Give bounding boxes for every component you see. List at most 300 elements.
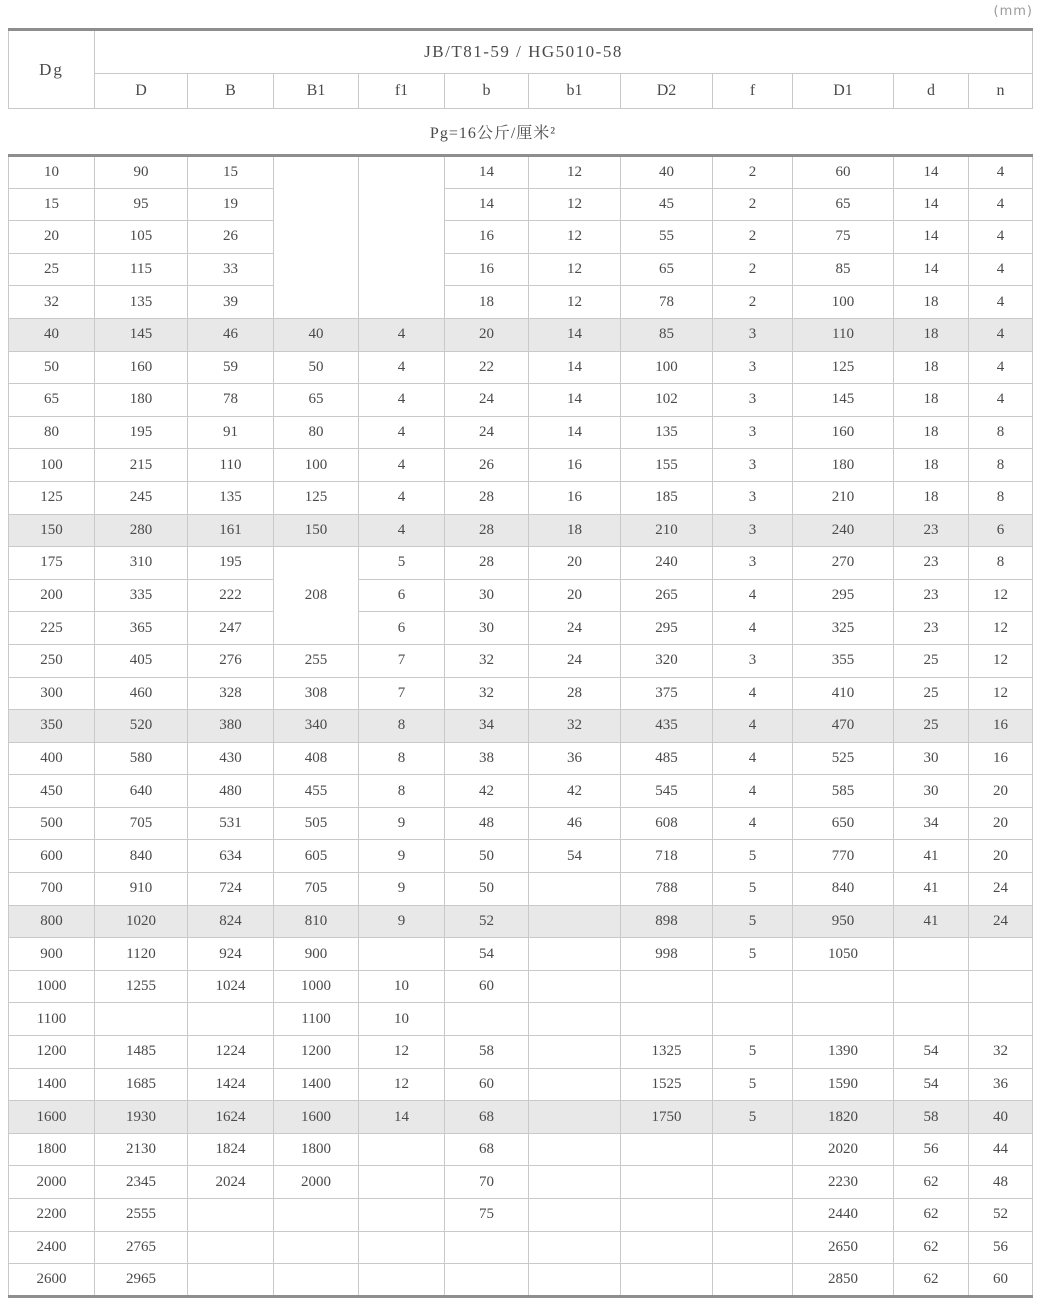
table-cell: 770 [793,840,894,873]
table-cell: 58 [445,1036,529,1069]
table-row-dg-1000 [9,970,1033,1003]
table-cell: 2 [713,221,793,254]
table-cell: 222 [188,579,274,612]
table-cell: 60 [793,156,894,189]
table-cell: 210 [793,481,894,514]
table-cell: 247 [188,612,274,645]
table-cell: 1824 [188,1133,274,1166]
table-cell [713,1199,793,1232]
table-cell: 3 [713,449,793,482]
table-cell: 1325 [621,1036,713,1069]
table-cell: 12 [529,188,621,221]
table-cell: 42 [445,775,529,808]
table-cell: 105 [95,221,188,254]
table-row-dg-300 [9,677,1033,710]
table-cell: 30 [445,579,529,612]
table-cell: 2000 [274,1166,359,1199]
table-cell: 60 [445,1068,529,1101]
table-cell: 32 [445,644,529,677]
table-cell: 435 [621,710,713,743]
row-header-dg: 32 [9,286,95,319]
table-cell: 18 [894,384,969,417]
table-cell: 102 [621,384,713,417]
table-cell: 1024 [188,970,274,1003]
row-header-dg: 65 [9,384,95,417]
pressure-rating-row [9,109,1033,156]
table-cell: 900 [274,938,359,971]
table-cell: 32 [529,710,621,743]
table-cell: 1800 [274,1133,359,1166]
table-cell: 405 [95,644,188,677]
table-cell: 135 [95,286,188,319]
row-header-dg: 15 [9,188,95,221]
table-cell: 180 [95,384,188,417]
table-row-dg-100 [9,449,1033,482]
table-cell [529,1199,621,1232]
table-cell: 2440 [793,1199,894,1232]
column-header-n: n [969,74,1033,109]
table-cell: 24 [445,416,529,449]
table-cell: 824 [188,905,274,938]
table-row-dg-1200 [9,1036,1033,1069]
table-row-dg-700 [9,873,1033,906]
row-header-dg: 175 [9,547,95,580]
table-row-dg-2200 [9,1199,1033,1232]
table-cell: 634 [188,840,274,873]
table-row-dg-600 [9,840,1033,873]
table-cell: 22 [445,351,529,384]
table-cell: 78 [188,384,274,417]
row-header-dg: 250 [9,644,95,677]
table-cell: 42 [529,775,621,808]
table-cell: 8 [969,481,1033,514]
table-cell: 59 [188,351,274,384]
table-cell: 34 [445,710,529,743]
table-cell: 8 [359,742,445,775]
table-cell: 30 [894,775,969,808]
table-cell: 460 [95,677,188,710]
table-cell: 14 [894,156,969,189]
table-cell: 195 [95,416,188,449]
table-row-dg-20 [9,221,1033,254]
table-cell: 20 [969,807,1033,840]
table-cell: 135 [188,481,274,514]
table-cell: 56 [969,1231,1033,1264]
table-cell: 1820 [793,1101,894,1134]
table-cell [621,1199,713,1232]
column-header-d2: D2 [621,74,713,109]
table-cell: 110 [793,318,894,351]
table-cell: 4 [713,579,793,612]
table-cell [445,1231,529,1264]
table-cell: 50 [445,873,529,906]
table-cell: 24 [445,384,529,417]
table-cell: 1624 [188,1101,274,1134]
table-cell: 280 [95,514,188,547]
table-cell: 4 [713,807,793,840]
table-cell [359,156,445,319]
table-cell: 276 [188,644,274,677]
table-cell: 4 [359,481,445,514]
table-cell [188,1003,274,1036]
table-cell: 36 [969,1068,1033,1101]
table-cell: 95 [95,188,188,221]
table-cell: 4 [969,286,1033,319]
table-cell: 16 [969,710,1033,743]
table-cell: 48 [969,1166,1033,1199]
table-cell: 16 [529,449,621,482]
table-cell: 100 [621,351,713,384]
column-header-d: d [894,74,969,109]
column-header-b: b [445,74,529,109]
table-cell: 12 [969,644,1033,677]
table-cell: 23 [894,547,969,580]
table-cell: 4 [969,221,1033,254]
table-cell: 5 [713,840,793,873]
table-cell: 24 [969,873,1033,906]
table-cell: 25 [894,677,969,710]
table-cell: 55 [621,221,713,254]
table-cell: 1200 [274,1036,359,1069]
table-row-dg-225 [9,612,1033,645]
table-cell: 41 [894,905,969,938]
table-cell: 9 [359,807,445,840]
table-cell [621,1003,713,1036]
table-cell: 85 [621,318,713,351]
table-cell: 14 [894,253,969,286]
table-cell [529,1166,621,1199]
table-cell: 9 [359,873,445,906]
table-cell: 150 [274,514,359,547]
table-cell: 355 [793,644,894,677]
table-cell: 155 [621,449,713,482]
table-cell: 2130 [95,1133,188,1166]
table-cell: 308 [274,677,359,710]
table-cell: 295 [793,579,894,612]
table-cell: 310 [95,547,188,580]
table-cell: 25 [894,710,969,743]
standard-group-header: JB/T81-59 / HG5010-58 [95,30,1033,74]
table-cell: 335 [95,579,188,612]
column-header-b: B [188,74,274,109]
table-row-dg-50 [9,351,1033,384]
table-cell: 16 [529,481,621,514]
table-cell: 70 [445,1166,529,1199]
pressure-rating-subheader: Pg=16公斤/厘米² [9,109,1033,156]
table-cell: 810 [274,905,359,938]
table-cell: 480 [188,775,274,808]
table-cell: 12 [359,1036,445,1069]
table-cell: 160 [95,351,188,384]
table-cell: 56 [894,1133,969,1166]
row-header-dg: 1000 [9,970,95,1003]
table-cell: 4 [359,384,445,417]
table-cell: 5 [713,873,793,906]
table-cell: 23 [894,612,969,645]
row-header-dg: 800 [9,905,95,938]
table-cell: 110 [188,449,274,482]
table-cell [274,1199,359,1232]
table-row-dg-125 [9,481,1033,514]
table-cell: 68 [445,1101,529,1134]
table-cell: 18 [894,416,969,449]
table-cell: 470 [793,710,894,743]
table-cell: 75 [445,1199,529,1232]
table-cell: 4 [969,318,1033,351]
table-cell: 2020 [793,1133,894,1166]
table-cell: 4 [713,612,793,645]
table-cell: 15 [188,156,274,189]
table-cell: 20 [969,840,1033,873]
row-header-dg: 900 [9,938,95,971]
table-cell: 1100 [274,1003,359,1036]
table-cell: 3 [713,547,793,580]
table-cell [621,970,713,1003]
table-cell [359,1166,445,1199]
table-cell: 2 [713,286,793,319]
table-cell: 7 [359,677,445,710]
table-cell: 4 [969,384,1033,417]
table-cell [274,1231,359,1264]
table-cell: 12 [359,1068,445,1101]
table-cell: 4 [359,416,445,449]
flange-dimensions-table [8,28,1033,1298]
table-cell: 2850 [793,1264,894,1297]
table-cell: 40 [274,318,359,351]
table-cell: 60 [969,1264,1033,1297]
table-cell: 240 [793,514,894,547]
table-cell [359,1133,445,1166]
table-cell: 12 [969,579,1033,612]
table-cell: 8 [359,710,445,743]
table-row-dg-175 [9,547,1033,580]
table-cell: 210 [621,514,713,547]
table-cell: 50 [445,840,529,873]
table-cell: 408 [274,742,359,775]
table-cell: 505 [274,807,359,840]
table-cell: 14 [445,188,529,221]
table-row-dg-1600 [9,1101,1033,1134]
table-cell: 898 [621,905,713,938]
table-cell: 2024 [188,1166,274,1199]
table-cell [529,1264,621,1297]
table-row-dg-250 [9,644,1033,677]
table-cell: 375 [621,677,713,710]
column-header-dg: Dg [9,30,95,109]
table-cell: 4 [969,253,1033,286]
table-cell: 18 [894,318,969,351]
table-cell: 1525 [621,1068,713,1101]
table-row-dg-15 [9,188,1033,221]
column-header-b1: b1 [529,74,621,109]
table-cell: 40 [621,156,713,189]
column-header-f1: f1 [359,74,445,109]
table-cell [529,938,621,971]
table-cell [713,970,793,1003]
row-header-dg: 500 [9,807,95,840]
table-cell: 14 [359,1101,445,1134]
table-cell: 255 [274,644,359,677]
table-cell: 328 [188,677,274,710]
table-cell: 6 [359,612,445,645]
table-cell: 2555 [95,1199,188,1232]
table-cell: 58 [894,1101,969,1134]
table-row-dg-2600 [9,1264,1033,1297]
table-cell: 9 [359,840,445,873]
table-cell: 580 [95,742,188,775]
table-cell: 2650 [793,1231,894,1264]
table-cell: 16 [969,742,1033,775]
table-cell: 4 [969,156,1033,189]
table-cell: 91 [188,416,274,449]
table-cell: 1590 [793,1068,894,1101]
column-headers-row [9,74,1033,109]
table-row-dg-1800 [9,1133,1033,1166]
table-cell: 525 [793,742,894,775]
table-cell: 5 [713,938,793,971]
table-cell: 3 [713,514,793,547]
table-row-dg-1400 [9,1068,1033,1101]
table-row-dg-800 [9,905,1033,938]
row-header-dg: 40 [9,318,95,351]
table-cell: 3 [713,384,793,417]
table-cell: 161 [188,514,274,547]
table-cell [713,1133,793,1166]
table-cell [713,1003,793,1036]
table-cell: 14 [529,351,621,384]
table-cell: 145 [95,318,188,351]
table-cell: 1255 [95,970,188,1003]
row-header-dg: 1100 [9,1003,95,1036]
table-cell: 520 [95,710,188,743]
table-cell: 7 [359,644,445,677]
table-cell: 52 [969,1199,1033,1232]
table-row-dg-900 [9,938,1033,971]
table-cell [188,1231,274,1264]
table-cell: 26 [188,221,274,254]
table-cell: 39 [188,286,274,319]
table-cell: 32 [969,1036,1033,1069]
table-cell [529,1068,621,1101]
table-cell: 10 [359,1003,445,1036]
table-cell: 325 [793,612,894,645]
table-cell: 80 [274,416,359,449]
table-cell [529,1133,621,1166]
row-header-dg: 1600 [9,1101,95,1134]
table-row-dg-150 [9,514,1033,547]
table-cell: 1600 [274,1101,359,1134]
table-cell: 705 [274,873,359,906]
table-cell [793,1003,894,1036]
table-cell: 340 [274,710,359,743]
table-cell: 3 [713,351,793,384]
table-cell: 2965 [95,1264,188,1297]
table-cell [894,970,969,1003]
table-cell: 20 [445,318,529,351]
table-cell [621,1264,713,1297]
table-cell: 24 [529,644,621,677]
row-header-dg: 300 [9,677,95,710]
table-cell: 50 [274,351,359,384]
table-cell [188,1199,274,1232]
table-cell: 12 [529,286,621,319]
table-cell: 3 [713,416,793,449]
table-cell: 1424 [188,1068,274,1101]
table-header [9,30,1033,109]
table-cell [793,970,894,1003]
table-cell: 34 [894,807,969,840]
table-cell: 48 [445,807,529,840]
table-cell: 18 [894,286,969,319]
table-cell: 788 [621,873,713,906]
table-row-dg-450 [9,775,1033,808]
table-cell: 14 [894,188,969,221]
table-cell: 650 [793,807,894,840]
table-cell: 24 [969,905,1033,938]
table-cell: 3 [713,644,793,677]
table-cell: 125 [793,351,894,384]
table-row-dg-2400 [9,1231,1033,1264]
table-cell: 1485 [95,1036,188,1069]
table-row-dg-80 [9,416,1033,449]
column-header-b1: B1 [274,74,359,109]
table-cell: 33 [188,253,274,286]
table-cell: 4 [713,775,793,808]
table-cell: 608 [621,807,713,840]
table-cell: 41 [894,873,969,906]
table-cell: 135 [621,416,713,449]
table-cell [621,1133,713,1166]
table-cell: 28 [529,677,621,710]
table-cell: 45 [621,188,713,221]
table-cell: 1390 [793,1036,894,1069]
table-cell: 265 [621,579,713,612]
table-cell: 3 [713,318,793,351]
table-cell: 6 [359,579,445,612]
table-row-dg-350 [9,710,1033,743]
table-cell: 12 [969,612,1033,645]
row-header-dg: 350 [9,710,95,743]
table-row-dg-65 [9,384,1033,417]
table-cell: 240 [621,547,713,580]
table-cell: 455 [274,775,359,808]
table-cell: 20 [969,775,1033,808]
table-cell: 1224 [188,1036,274,1069]
table-cell: 5 [359,547,445,580]
table-cell [445,1264,529,1297]
table-cell: 1400 [274,1068,359,1101]
table-cell: 20 [529,547,621,580]
table-cell: 26 [445,449,529,482]
column-header-d: D [95,74,188,109]
table-cell: 585 [793,775,894,808]
table-cell: 65 [793,188,894,221]
table-cell: 840 [793,873,894,906]
table-cell: 8 [359,775,445,808]
table-cell: 545 [621,775,713,808]
table-cell: 4 [969,351,1033,384]
table-cell: 54 [529,840,621,873]
table-cell [359,1199,445,1232]
table-cell: 4 [969,188,1033,221]
table-cell: 724 [188,873,274,906]
table-cell: 62 [894,1231,969,1264]
row-header-dg: 80 [9,416,95,449]
table-cell [713,1231,793,1264]
table-cell: 46 [188,318,274,351]
table-cell: 19 [188,188,274,221]
table-cell [713,1166,793,1199]
